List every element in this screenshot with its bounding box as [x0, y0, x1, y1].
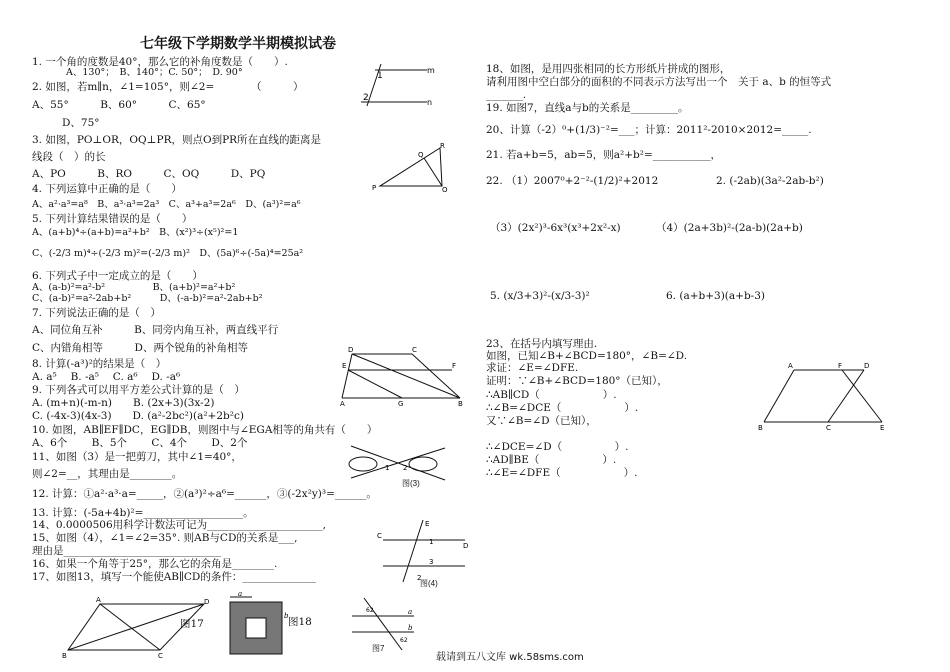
question-20: 20、计算（-2）⁰+(1/3)⁻²=___；计算：2011²-2010×2012=_____.: [486, 124, 812, 136]
svg-text:D: D: [864, 362, 870, 370]
question-11b: 则∠2=__，其理由是________。: [32, 468, 183, 480]
svg-text:3: 3: [429, 558, 434, 566]
svg-text:1: 1: [429, 538, 434, 546]
question-9: 9. 下列各式可以用平方差公式计算的是（ ）: [32, 384, 245, 396]
question-19: 19. 如图7，直线a与b的关系是_________。: [486, 102, 689, 114]
question-18c: _______.: [486, 89, 527, 101]
svg-text:F: F: [452, 362, 457, 370]
svg-text:a: a: [408, 608, 413, 616]
question-6: 6. 下列式子中一定成立的是（ ）: [32, 270, 203, 282]
svg-text:b: b: [408, 624, 413, 632]
question-8: 8. 计算(-a³)²的结果是（ ）: [32, 358, 167, 370]
question-8-options: A. a⁵ B. -a⁵ C. a⁶ D. -a⁶: [32, 371, 181, 383]
svg-text:2: 2: [403, 464, 408, 472]
question-9-ab: A. (m+n)(-m-n) B. (2x+3)(3x-2): [32, 397, 215, 409]
question-2-options-a: A、55° B、60° C、65°: [32, 99, 206, 111]
figure-3-caption: 图(3): [402, 479, 420, 488]
question-1-options: A、130°； B、140°；C. 50°； D. 90°: [66, 67, 243, 78]
svg-text:1: 1: [377, 71, 383, 81]
svg-text:A: A: [788, 362, 793, 370]
page-title: 七年级下学期数学半期模拟试卷: [140, 36, 336, 52]
svg-text:a: a: [238, 590, 243, 598]
figure-18-caption: 图18: [288, 616, 312, 628]
question-15b: 理由是______________________________: [32, 545, 221, 557]
svg-text:G: G: [398, 400, 404, 408]
figure-4-caption: 图(4): [420, 579, 438, 588]
svg-text:C: C: [826, 424, 831, 432]
question-23-step-3: ∴∠B=∠DCE（ ）.: [486, 402, 639, 414]
question-22-2: 2. (-2ab)(3a²-2ab-b²): [716, 175, 824, 187]
footer-source: 载请到五八文库 wk.58sms.com: [436, 652, 584, 663]
svg-text:D: D: [348, 346, 354, 354]
question-11a: 11、如图（3）是一把剪刀，其中∠1=40°，: [32, 451, 242, 463]
question-6-ab: A、(a-b)²=a²-b² B、(a+b)²=a²+b²: [32, 282, 236, 293]
svg-text:62: 62: [400, 637, 408, 644]
svg-text:E: E: [425, 520, 430, 528]
svg-text:C: C: [158, 652, 163, 660]
question-10: 10. 如图，AB∥EF∥DC，EG∥DB，则图中与∠EGA相等的角共有（ ）: [32, 424, 378, 436]
question-14: 14、0.0000506用科学计数法可记为______________________,: [32, 519, 326, 531]
question-6-cd: C、(a-b)²=a²-2ab+b² D、(-a-b)²=a²-2ab+b²: [32, 293, 263, 304]
question-5-cd: C、(-2/3 m)⁴÷(-2/3 m)²=(-2/3 m)² D、(5a)⁶÷(-5a)⁴=25a²: [32, 248, 304, 259]
question-17: 17、如图13，填写一个能使AB∥CD的条件：______________: [32, 571, 316, 583]
question-15a: 15、如图（4），∠1=∠2=35°. 则AB与CD的关系是___,: [32, 532, 298, 544]
figure-18-rectangles: [228, 590, 289, 658]
svg-text:D: D: [463, 542, 469, 550]
svg-text:A: A: [96, 596, 101, 604]
question-23-step-1: 证明：∵∠B+∠BCD=180°（已知），: [486, 375, 668, 387]
svg-text:2: 2: [417, 574, 422, 582]
svg-text:P: P: [372, 184, 377, 192]
svg-text:D: D: [204, 598, 210, 606]
question-4: 4. 下列运算中正确的是（ ）: [32, 183, 182, 195]
figure-q15-lines: [375, 518, 470, 584]
question-9-cd: C. (-4x-3)(4x-3) D. (a²-2bc²)(a²+2b²c): [32, 410, 244, 422]
svg-text:R: R: [440, 142, 445, 150]
question-22-4: （4）(2a+3b)²-(2a-b)(2a+b): [656, 222, 803, 234]
svg-text:C: C: [412, 346, 417, 354]
question-3-options: A、PO B、RO C、OQ D、PQ: [32, 168, 266, 180]
question-10-options: A、6个 B、5个 C、4个 D、2个: [32, 437, 248, 449]
question-3b: 线段（ ）的长: [32, 151, 106, 163]
question-22-3: （3）(2x²)³-6x³(x³+2x²-x): [490, 222, 621, 234]
question-5-ab: A、(a+b)⁴÷(a+b)=a²+b² B、(x²)³÷(x⁵)²=1: [32, 227, 239, 238]
question-23-given: 如图，已知∠B+∠BCD=180°，∠B=∠D.: [486, 350, 688, 362]
svg-text:C: C: [377, 532, 382, 540]
question-3a: 3. 如图，PO⊥OR，OQ⊥PR，则点O到PR所在直线的距离是: [32, 134, 322, 146]
question-13: 13. 计算：(-5a+4b)²=___________________。: [32, 507, 254, 519]
svg-text:E: E: [342, 362, 347, 370]
svg-text:1: 1: [385, 464, 390, 472]
figure-parallel-lines-mn: [355, 62, 437, 110]
figure-scissors: [345, 440, 450, 490]
question-23-step-2: ∴AB∥CD（ ）.: [486, 389, 617, 401]
figure-7-caption: 图7: [372, 644, 385, 653]
question-23-step-5: ∴∠DCE=∠D（ ）.: [486, 441, 629, 453]
question-1: 1. 一个角的度数是40°，那么它的补角度数是（ ）.: [32, 56, 288, 68]
figure-triangle-poqr: [372, 142, 452, 194]
svg-text:F: F: [838, 362, 843, 370]
svg-text:m: m: [427, 66, 435, 75]
question-18a: 18、如图，是用四张相同的长方形纸片拼成的图形，: [486, 63, 731, 75]
svg-text:B: B: [62, 652, 67, 660]
question-2: 2. 如图，若m∥n，∠1=105°，则∠2= （ ）: [32, 81, 304, 93]
svg-text:Q: Q: [418, 151, 424, 159]
svg-text:n: n: [427, 98, 433, 107]
svg-text:E: E: [880, 424, 885, 432]
question-23: 23、在括号内填写理由.: [486, 338, 598, 350]
question-23-step-6: ∴AD∥BE（ ）.: [486, 454, 617, 466]
svg-text:b: b: [284, 612, 289, 620]
question-7-cd: C、内错角相等 D、两个锐角的补角相等: [32, 342, 248, 354]
svg-text:62: 62: [366, 607, 374, 614]
svg-text:B: B: [758, 424, 763, 432]
figure-q23-trapezoid: [752, 360, 892, 434]
question-7-ab: A、同位角互补 B、同旁内角互补，两直线平行: [32, 324, 279, 336]
question-2-options-d: D、75°: [62, 117, 100, 129]
question-18b: 请利用图中空白部分的面积的不同表示方法写出一个 关于 a、b 的恒等式: [486, 76, 832, 88]
question-16: 16、如果一个角等于25°，那么它的余角是________.: [32, 558, 278, 570]
question-23-step-7: ∴∠E=∠DFE（ ）.: [486, 467, 638, 479]
question-12: 12. 计算：①a²·a³·a=_____，②(a³)²÷a⁶=______，③(-2x²y)³=______。: [32, 488, 377, 500]
svg-text:B: B: [458, 400, 463, 408]
svg-text:A: A: [340, 400, 345, 408]
figure-17-caption: 图17: [180, 618, 204, 630]
question-22-1: 22. （1）2007⁰+2⁻²-(1/2)²+2012: [486, 175, 659, 187]
question-23-step-4: 又∵∠B=∠D（已知），: [486, 415, 597, 427]
question-21: 21. 若a+b=5，ab=5，则a²+b²=___________，: [486, 149, 721, 161]
question-22-6: 6. (a+b+3)(a+b-3): [666, 290, 766, 302]
question-4-options: A、a²·a³=a⁸ B、a³·a³=2a³ C、a³+a³=2a⁶ D、(a³)²=a⁶: [32, 199, 301, 210]
question-7: 7. 下列说法正确的是（ ）: [32, 307, 161, 319]
question-22-5: 5. (x/3+3)²-(x/3-3)²: [490, 290, 590, 302]
svg-text:O: O: [442, 186, 448, 194]
question-23-prove: 求证：∠E=∠DFE.: [486, 362, 579, 374]
svg-text:2: 2: [363, 93, 369, 103]
figure-q10-parallel: [340, 348, 468, 408]
question-5: 5. 下列计算结果错误的是（ ）: [32, 213, 193, 225]
